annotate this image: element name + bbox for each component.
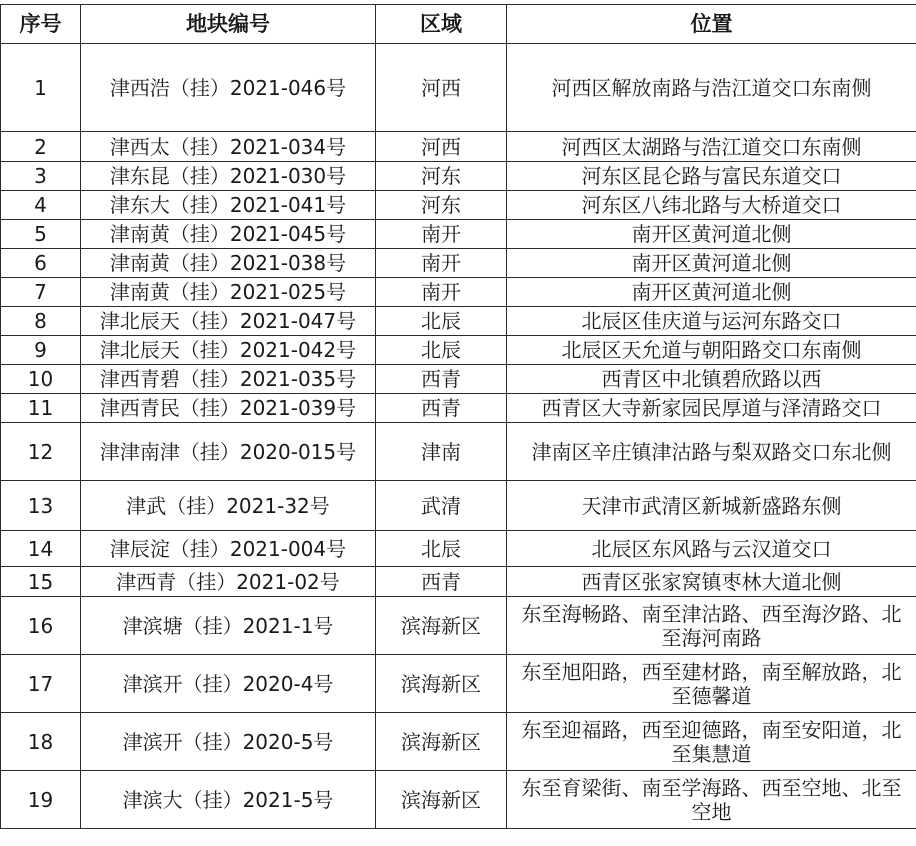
cell-location: 东至育梁街、南至学海路、西至空地、北至空地 [507,771,916,829]
cell-no: 19 [1,771,81,829]
cell-location: 河西区解放南路与浩江道交口东南侧 [507,44,916,132]
cell-location: 津南区辛庄镇津沽路与梨双路交口东北侧 [507,423,916,481]
table-row [1,597,916,655]
cell-district: 北辰 [376,336,507,365]
cell-location: 南开区黄河道北侧 [507,249,916,278]
header-parcel-code: 地块编号 [81,5,376,44]
table-row [1,531,916,567]
cell-no: 18 [1,713,81,771]
header-location: 位置 [507,5,916,44]
cell-no: 17 [1,655,81,713]
cell-parcel-code: 津西青（挂）2021-02号 [81,567,376,597]
cell-no: 14 [1,531,81,567]
cell-parcel-code: 津滨开（挂）2020-4号 [81,655,376,713]
table-row [1,481,916,531]
cell-parcel-code: 津北辰天（挂）2021-047号 [81,307,376,336]
cell-no: 15 [1,567,81,597]
cell-parcel-code: 津南黄（挂）2021-038号 [81,249,376,278]
cell-parcel-code: 津滨塘（挂）2021-1号 [81,597,376,655]
cell-district: 河东 [376,191,507,220]
cell-no: 1 [1,44,81,132]
cell-parcel-code: 津武（挂）2021-32号 [81,481,376,531]
cell-no: 2 [1,132,81,162]
table-row [1,249,916,278]
cell-parcel-code: 津滨大（挂）2021-5号 [81,771,376,829]
cell-location: 西青区大寺新家园民厚道与泽清路交口 [507,394,916,423]
cell-no: 7 [1,278,81,307]
cell-parcel-code: 津南黄（挂）2021-025号 [81,278,376,307]
cell-location: 南开区黄河道北侧 [507,278,916,307]
cell-parcel-code: 津东大（挂）2021-041号 [81,191,376,220]
cell-district: 北辰 [376,531,507,567]
cell-no: 4 [1,191,81,220]
cell-district: 津南 [376,423,507,481]
cell-no: 6 [1,249,81,278]
land-parcel-table [0,4,916,829]
cell-district: 滨海新区 [376,597,507,655]
cell-location: 西青区中北镇碧欣路以西 [507,365,916,394]
table-row [1,336,916,365]
cell-parcel-code: 津西青民（挂）2021-039号 [81,394,376,423]
cell-district: 北辰 [376,307,507,336]
cell-location: 河东区昆仑路与富民东道交口 [507,162,916,191]
table-row [1,307,916,336]
cell-district: 河西 [376,44,507,132]
cell-district: 武清 [376,481,507,531]
table-row [1,394,916,423]
cell-location: 河西区太湖路与浩江道交口东南侧 [507,132,916,162]
header-district: 区域 [376,5,507,44]
cell-location: 东至旭阳路，西至建材路，南至解放路，北至德馨道 [507,655,916,713]
table-row [1,365,916,394]
cell-parcel-code: 津辰淀（挂）2021-004号 [81,531,376,567]
cell-district: 西青 [376,394,507,423]
header-no: 序号 [1,5,81,44]
header-row [1,5,916,44]
cell-no: 5 [1,220,81,249]
cell-parcel-code: 津南黄（挂）2021-045号 [81,220,376,249]
cell-location: 北辰区东风路与云汉道交口 [507,531,916,567]
table-row [1,713,916,771]
table-row [1,44,916,132]
cell-no: 13 [1,481,81,531]
cell-district: 滨海新区 [376,713,507,771]
cell-district: 河东 [376,162,507,191]
cell-location: 河东区八纬北路与大桥道交口 [507,191,916,220]
table-row [1,220,916,249]
cell-no: 8 [1,307,81,336]
cell-no: 16 [1,597,81,655]
cell-parcel-code: 津西太（挂）2021-034号 [81,132,376,162]
cell-location: 北辰区天允道与朝阳路交口东南侧 [507,336,916,365]
cell-district: 南开 [376,278,507,307]
table-row [1,191,916,220]
cell-district: 西青 [376,365,507,394]
cell-parcel-code: 津滨开（挂）2020-5号 [81,713,376,771]
table-row [1,655,916,713]
cell-district: 滨海新区 [376,771,507,829]
cell-parcel-code: 津津南津（挂）2020-015号 [81,423,376,481]
table-row [1,162,916,191]
cell-district: 南开 [376,220,507,249]
cell-no: 3 [1,162,81,191]
table-row [1,423,916,481]
cell-location: 东至海畅路、南至津沽路、西至海汐路、北至海河南路 [507,597,916,655]
table-row [1,567,916,597]
cell-location: 东至迎福路，西至迎德路，南至安阳道，北至集慧道 [507,713,916,771]
table-row [1,278,916,307]
cell-district: 西青 [376,567,507,597]
table-row [1,132,916,162]
cell-parcel-code: 津西浩（挂）2021-046号 [81,44,376,132]
cell-no: 9 [1,336,81,365]
cell-district: 滨海新区 [376,655,507,713]
cell-location: 北辰区佳庆道与运河东路交口 [507,307,916,336]
cell-location: 西青区张家窝镇枣林大道北侧 [507,567,916,597]
cell-no: 10 [1,365,81,394]
cell-district: 河西 [376,132,507,162]
cell-no: 11 [1,394,81,423]
cell-district: 南开 [376,249,507,278]
cell-parcel-code: 津西青碧（挂）2021-035号 [81,365,376,394]
cell-parcel-code: 津北辰天（挂）2021-042号 [81,336,376,365]
cell-no: 12 [1,423,81,481]
cell-location: 南开区黄河道北侧 [507,220,916,249]
cell-location: 天津市武清区新城新盛路东侧 [507,481,916,531]
cell-parcel-code: 津东昆（挂）2021-030号 [81,162,376,191]
table-row [1,771,916,829]
